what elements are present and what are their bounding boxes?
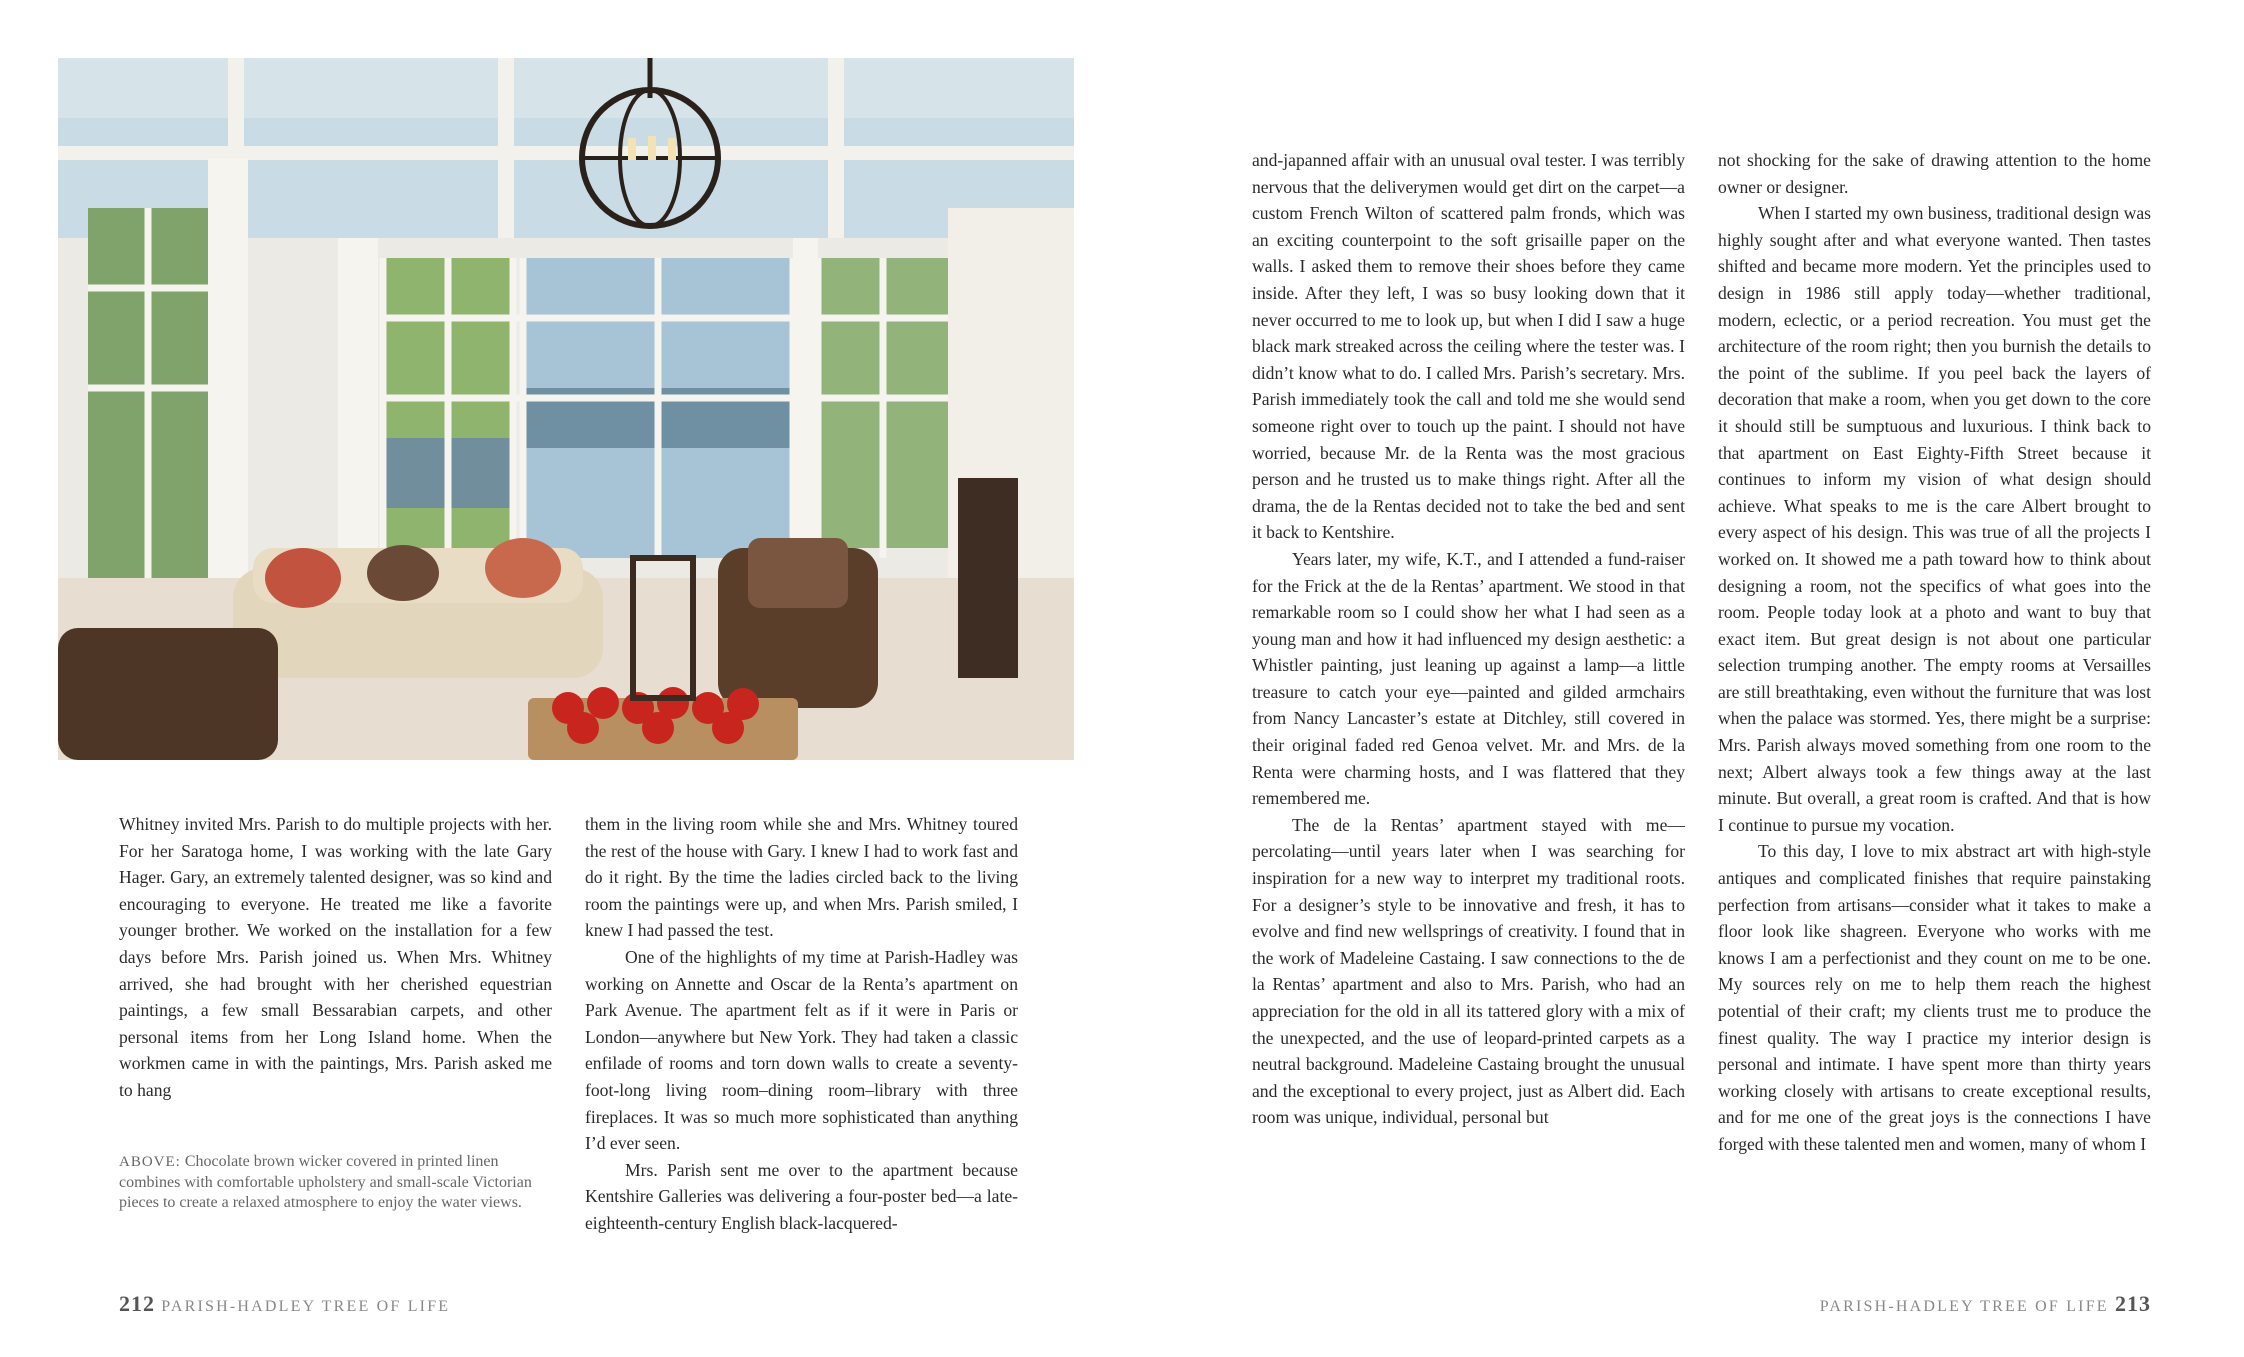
text-column-4 <box>1718 147 2151 1158</box>
folio-left <box>119 1291 450 1317</box>
text-column-3 <box>1252 147 1685 1131</box>
sunroom-photo <box>58 58 1074 760</box>
caption-text: Chocolate brown wicker covered in printed linen combines with comfortable upholstery and small-scale Victorian pieces to create a relaxed atmosphere to enjoy the water views. <box>119 1153 532 1211</box>
paragraph: The de la Rentas’ apartment stayed with me—percolating—until years later when I was searching for inspiration for a new way to interpret my traditional roots. For a designer’s style to be innovative and fresh, it has to evolve and find new wellsprings of creativity. I found that in the work of Madeleine Castaing. I saw connections to the de la Rentas’ apartment and also to Mrs. Parish, who had an appreciation for the old in all its tattered glory with a mix of the unexpected, and the use of leopard-printed carpets as a neutral background. Madeleine Castaing brought the unusual and the exceptional to every project, just as Albert did. Each room was unique, individual, personal but <box>1252 814 1685 1128</box>
paragraph: and-japanned affair with an unusual oval tester. I was terribly nervous that the deliverymen would get dirt on the carpet—a custom French Wilton of scattered palm fronds, which was an exciting counterpoint to the soft grisaille paper on the walls. I asked them to remove their shoes before they came inside. After they left, I was so busy looking down that it never occurred to me to look up, but when I did I saw a huge black mark streaked across the ceiling where the tester was. I didn’t know what to do. I called Mrs. Parish’s secretary. Mrs. Parish immediately took the call and told me she would send someone right over to touch up the paint. I should not have worried, because Mr. de la Renta was the most gracious person and he trusted us to make things right. After all the drama, the de la Rentas decided not to take the bed and sent it back to Kentshire. <box>1252 150 1685 543</box>
paragraph: them in the living room while she and Mrs. Whitney toured the rest of the house with Gary. I knew I had to work fast and do it right. By the time the ladies circled back to the living room the paintings were up, and when Mrs. Parish smiled, I knew I had passed the test. <box>585 814 1018 941</box>
sunroom-photo-icon <box>58 58 1074 760</box>
paragraph: Whitney invited Mrs. Parish to do multiple projects with her. For her Saratoga home, I was working with the late Gary Hager. Gary, an extremely talented designer, was so kind and encouraging to everyone. He treated me like a favorite younger brother. We worked on the installation for a few days before Mrs. Parish joined us. When Mrs. Whitney arrived, she had brought with her cherished equestrian paintings, a few small Bessarabian carpets, and other personal items from her Long Island home. When the workmen came in with the paintings, Mrs. Parish asked me to hang <box>119 814 552 1100</box>
page-number-right: 213 <box>2115 1291 2151 1316</box>
running-title-right: PARISH-HADLEY TREE OF LIFE <box>1819 1298 2109 1315</box>
text-column-1 <box>119 811 552 1104</box>
caption-label: ABOVE: <box>119 1154 181 1170</box>
paragraph: not shocking for the sake of drawing attention to the home owner or designer. <box>1718 150 2151 197</box>
folio-right <box>1820 1291 2151 1317</box>
photo-caption <box>119 1152 549 1214</box>
running-title-left: PARISH-HADLEY TREE OF LIFE <box>161 1298 451 1315</box>
paragraph: To this day, I love to mix abstract art with high-style antiques and complicated finishes that require painstaking perfection from artisans—consider what it takes to make a floor look like shagreen. Everyone who works with me knows I am a perfectionist and they count on me to be one. My sources rely on me to help them reach the highest potential of their craft; my clients trust me to produce the finest quality. The way I practice my interior design is personal and intimate. I have spent more than thirty years working closely with artisans to create exceptional results, and for me one of the great joys is the connections I have forged with these talented men and women, many of whom I <box>1718 841 2151 1154</box>
paragraph: Mrs. Parish sent me over to the apartment because Kentshire Galleries was delivering a four-poster bed—a late-eighteenth-century English black-lacquered- <box>585 1159 1018 1233</box>
paragraph: When I started my own business, traditional design was highly sought after and what everyone wanted. Then tastes shifted and became more modern. Yet the principles used to design in 1986 still apply today—whether traditional, modern, eclectic, or a period recreation. You must get the architecture of the room right; then you burnish the details to the point of the sublime. If you peel back the layers of decoration that make a room, when you get down to the core it should still be sumptuous and luxurious. I think back to that apartment on East Eighty-Fifth Street because it continues to inform my vision of what design should achieve. What speaks to me is the care Albert brought to every aspect of his design. This was true of all the projects I worked on. It showed me a path toward how to think about designing a room, not the specifics of what goes into the room. People today look at a photo and want to buy that exact item. But great design is not about one particular selection trumping another. The empty rooms at Versailles are still breathtaking, even without the furniture that was lost when the palace was stormed. Yes, there might be a surprise: Mrs. Parish always moved something from one room to the next; Albert always took a few things away at the last minute. But overall, a great room is crafted. And that is how I continue to pursue my vocation. <box>1718 203 2151 835</box>
paragraph: Years later, my wife, K.T., and I attended a fund-raiser for the Frick at the de la Rentas’ apartment. We stood in that remarkable room so I could show her what I had seen as a young man and how it had influenced my design aesthetic: a Whistler painting, just leaning up against a lamp—a little treasure to catch your eye—painted and gilded armchairs from Nancy Lancaster’s estate at Ditchley, still covered in their original faded red Genoa velvet. Mr. and Mrs. de la Renta were charming hosts, and I was flattered that they remembered me. <box>1252 548 1685 809</box>
text-column-2 <box>585 811 1018 1237</box>
page-number-left: 212 <box>119 1291 155 1316</box>
paragraph: One of the highlights of my time at Parish-Hadley was working on Annette and Oscar de la Renta’s apartment on Park Avenue. The apartment felt as if it were in Paris or London—anywhere but New York. They had taken a classic enfilade of rooms and torn down walls to create a seventy-foot-long living room–dining room–library with three fireplaces. It was so much more sophisticated than anything I’d ever seen. <box>585 946 1018 1154</box>
